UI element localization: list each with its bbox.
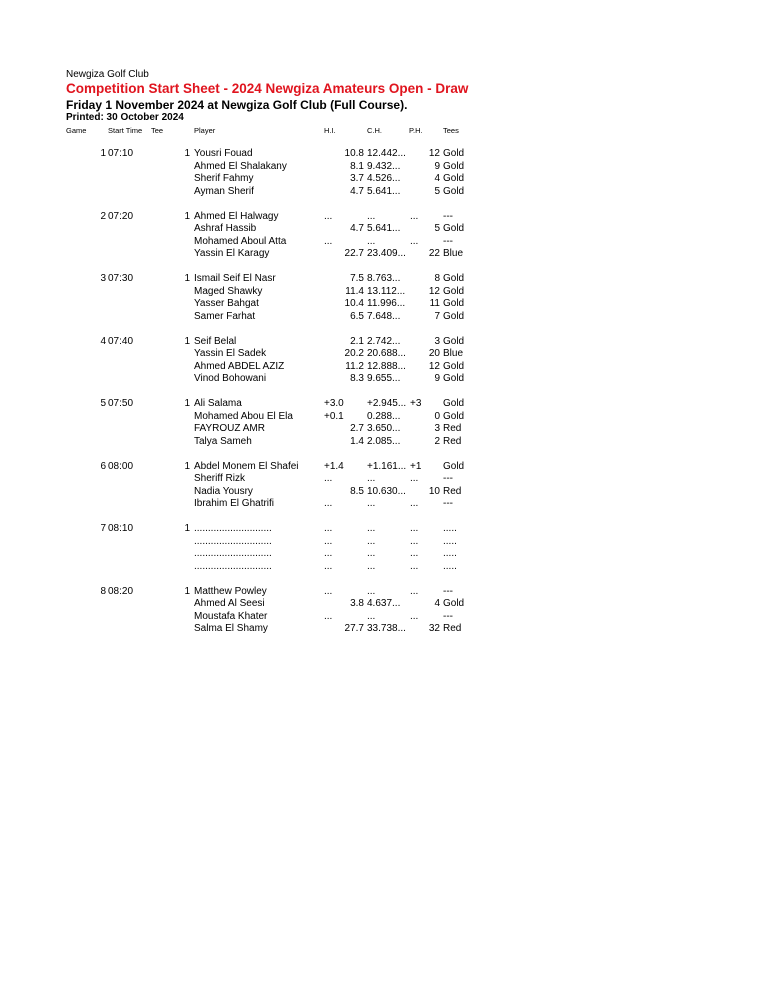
playing-handicap: 9 — [434, 160, 440, 172]
tee-number: 1 — [184, 273, 190, 284]
table-row — [0, 586, 772, 599]
game-number: 2 — [100, 210, 106, 222]
table-row — [0, 148, 772, 161]
player-name: Yasser Bahgat — [194, 298, 259, 309]
playing-handicap: 12 — [428, 285, 440, 297]
tee-color: Gold — [443, 173, 465, 184]
table-row — [0, 373, 772, 386]
tee-color: ..... — [443, 560, 457, 572]
start-time: 07:40 — [108, 335, 134, 347]
table-row — [0, 473, 772, 486]
table-row — [0, 223, 772, 236]
course-handicap: ... — [367, 585, 376, 597]
tee-color: Gold — [443, 273, 465, 284]
handicap-index: +0.1 — [324, 410, 344, 422]
printed-date: Printed: 30 October 2024 — [66, 112, 184, 123]
tee-color: Gold — [443, 598, 465, 609]
course-handicap: ... — [367, 473, 376, 484]
tee-color: Gold — [443, 160, 465, 172]
handicap-index: 8.3 — [350, 373, 364, 384]
table-row — [0, 398, 772, 411]
course-handicap: 23.409... — [367, 248, 406, 259]
playing-handicap: ... — [410, 473, 419, 484]
tee-number: 1 — [184, 523, 190, 534]
player-name: Talya Sameh — [194, 435, 252, 447]
start-time: 08:10 — [108, 523, 134, 534]
player-name: ............................ — [194, 523, 272, 534]
table-row — [0, 436, 772, 449]
course-handicap: ... — [367, 498, 376, 509]
playing-handicap: 5 — [434, 185, 440, 197]
playing-handicap: +1 — [410, 460, 422, 472]
table-row — [0, 561, 772, 574]
player-name: Ismail Seif El Nasr — [194, 273, 276, 284]
start-time: 07:50 — [108, 398, 134, 409]
playing-handicap: 11 — [429, 298, 440, 309]
handicap-index: 8.5 — [350, 485, 364, 497]
tee-color: --- — [443, 585, 453, 597]
tee-color: Gold — [443, 460, 465, 472]
handicap-index: 11.4 — [345, 285, 364, 297]
table-row — [0, 623, 772, 636]
playing-handicap: 7 — [434, 310, 440, 322]
player-name: Ahmed El Halwagy — [194, 210, 279, 222]
course-handicap: 4.637... — [367, 598, 401, 609]
player-name: Yassin El Karagy — [194, 248, 270, 259]
club-name: Newgiza Golf Club — [66, 69, 149, 80]
table-row — [0, 361, 772, 374]
table-row — [0, 598, 772, 611]
playing-handicap: ... — [410, 560, 419, 572]
playing-handicap: ... — [410, 548, 419, 559]
start-time: 08:00 — [108, 460, 134, 472]
game-number: 3 — [100, 273, 106, 284]
playing-handicap: +3 — [410, 398, 422, 409]
player-name: Ibrahim El Ghatrifi — [194, 498, 275, 509]
tee-color: ..... — [443, 523, 457, 534]
course-handicap: 3.650... — [367, 423, 401, 434]
course-handicap: 20.688... — [367, 348, 406, 359]
tee-color: --- — [443, 235, 453, 247]
course-handicap: ... — [367, 610, 376, 622]
game-number: 1 — [100, 148, 106, 159]
tee-color: Gold — [443, 185, 465, 197]
tee-number: 1 — [184, 460, 190, 472]
player-name: Ahmed Al Seesi — [194, 598, 265, 609]
player-name: Sheriff Rizk — [194, 473, 245, 484]
handicap-index: ... — [324, 523, 333, 534]
tee-color: ..... — [443, 535, 457, 547]
table-row — [0, 161, 772, 174]
tee-color: Gold — [443, 285, 465, 297]
column-header-start-time: Start Time — [108, 126, 143, 135]
handicap-index: 10.4 — [344, 298, 364, 309]
tee-color: --- — [443, 210, 453, 222]
handicap-index: 8.1 — [350, 160, 364, 172]
tee-color: Gold — [443, 410, 465, 422]
table-row — [0, 523, 772, 536]
playing-handicap: 9 — [434, 373, 440, 384]
player-name: Matthew Powley — [194, 585, 267, 597]
playing-handicap: 12 — [428, 148, 440, 159]
handicap-index: +3.0 — [324, 398, 344, 409]
player-name: Nadia Yousry — [194, 485, 253, 497]
playing-handicap: 0 — [434, 410, 440, 422]
column-header-hi: H.I. — [324, 126, 336, 135]
table-row — [0, 248, 772, 261]
playing-handicap: 20 — [428, 348, 440, 359]
start-time: 08:20 — [108, 585, 134, 597]
handicap-index: ... — [324, 560, 333, 572]
playing-handicap: ... — [410, 610, 419, 622]
table-row — [0, 311, 772, 324]
column-header-ch: C.H. — [367, 126, 382, 135]
handicap-index: ... — [324, 473, 333, 484]
start-time: 07:30 — [108, 273, 134, 284]
handicap-index: 22.7 — [344, 248, 364, 259]
handicap-index: 4.7 — [350, 185, 364, 197]
game-number: 8 — [100, 585, 106, 597]
handicap-index: 10.8 — [344, 148, 364, 159]
column-header-ph: P.H. — [409, 126, 423, 135]
tee-color: Blue — [443, 248, 464, 259]
handicap-index: 20.2 — [344, 348, 364, 359]
playing-handicap: ... — [410, 585, 419, 597]
tee-color: Gold — [443, 310, 465, 322]
handicap-index: 27.7 — [344, 623, 364, 634]
handicap-index: 4.7 — [350, 223, 364, 234]
table-row — [0, 461, 772, 474]
tee-number: 1 — [184, 398, 190, 409]
course-handicap: 12.888... — [367, 360, 406, 372]
playing-handicap: 4 — [434, 173, 440, 184]
course-handicap: 8.763... — [367, 273, 401, 284]
tee-color: Gold — [443, 360, 465, 372]
tee-color: Red — [443, 485, 462, 497]
column-header-player: Player — [194, 126, 216, 135]
player-name: Salma El Shamy — [194, 623, 268, 634]
table-row — [0, 548, 772, 561]
player-name: Yousri Fouad — [194, 148, 253, 159]
tee-number: 1 — [184, 210, 190, 222]
course-handicap: 11.996... — [367, 298, 406, 309]
tee-color: Red — [443, 623, 462, 634]
player-name: Samer Farhat — [194, 310, 256, 322]
course-handicap: 5.641... — [367, 185, 401, 197]
tee-color: Gold — [443, 398, 465, 409]
handicap-index: +1.4 — [324, 460, 344, 472]
start-time: 07:10 — [108, 148, 134, 159]
playing-handicap: ... — [410, 523, 419, 534]
table-row — [0, 611, 772, 624]
tee-color: Gold — [443, 335, 465, 347]
handicap-index: 3.7 — [350, 173, 364, 184]
table-row — [0, 423, 772, 436]
course-handicap: 5.641... — [367, 223, 401, 234]
table-row — [0, 536, 772, 549]
player-name: Ahmed ABDEL AZIZ — [194, 360, 285, 372]
tee-color: Gold — [443, 148, 465, 159]
table-row — [0, 498, 772, 511]
player-name: Maged Shawky — [194, 285, 263, 297]
handicap-index: 2.1 — [350, 335, 364, 347]
course-handicap: 0.288... — [367, 410, 401, 422]
player-name: ............................ — [194, 560, 272, 572]
tee-color: Gold — [443, 373, 465, 384]
tee-color: Blue — [443, 348, 464, 359]
tee-color: --- — [443, 473, 453, 484]
player-name: Seif Belal — [194, 335, 237, 347]
game-number: 4 — [100, 335, 106, 347]
player-name: FAYROUZ AMR — [194, 423, 265, 434]
table-row — [0, 411, 772, 424]
table-row — [0, 211, 772, 224]
game-number: 7 — [100, 523, 106, 534]
course-handicap: +1.161... — [367, 460, 407, 472]
handicap-index: ... — [324, 585, 333, 597]
playing-handicap: ... — [410, 235, 419, 247]
tee-color: ..... — [443, 548, 457, 559]
tee-color: --- — [443, 610, 453, 622]
handicap-index: ... — [324, 535, 333, 547]
event-date-venue: Friday 1 November 2024 at Newgiza Golf Club (Full Course). — [66, 98, 408, 112]
table-row — [0, 173, 772, 186]
handicap-index: ... — [324, 610, 333, 622]
course-handicap: 13.112... — [367, 285, 406, 297]
course-handicap: ... — [367, 535, 376, 547]
player-name: Vinod Bohowani — [194, 373, 267, 384]
tee-number: 1 — [184, 335, 190, 347]
table-row — [0, 186, 772, 199]
table-row — [0, 348, 772, 361]
course-handicap: 9.432... — [367, 160, 401, 172]
course-handicap: ... — [367, 235, 376, 247]
course-handicap: 2.742... — [367, 335, 401, 347]
handicap-index: ... — [324, 498, 333, 509]
player-name: Ashraf Hassib — [194, 223, 257, 234]
table-row — [0, 286, 772, 299]
course-handicap: ... — [367, 210, 376, 222]
table-row — [0, 336, 772, 349]
handicap-index: 1.4 — [350, 435, 364, 447]
column-header-tee: Tee — [151, 126, 164, 135]
player-name: Mohamed Abou El Ela — [194, 410, 293, 422]
course-handicap: 9.655... — [367, 373, 401, 384]
player-name: Abdel Monem El Shafei — [194, 460, 299, 472]
tee-color: Red — [443, 423, 462, 434]
player-name: Ali Salama — [194, 398, 242, 409]
tee-color: --- — [443, 498, 453, 509]
playing-handicap: 3 — [434, 335, 440, 347]
tee-color: Gold — [443, 223, 465, 234]
handicap-index: 6.5 — [350, 310, 364, 322]
player-name: Ahmed El Shalakany — [194, 160, 287, 172]
table-row — [0, 273, 772, 286]
playing-handicap: 22 — [428, 248, 440, 259]
playing-handicap: 2 — [434, 435, 440, 447]
handicap-index: 11.2 — [345, 360, 364, 372]
course-handicap: ... — [367, 523, 376, 534]
tee-color: Gold — [443, 298, 465, 309]
player-name: Moustafa Khater — [194, 610, 268, 622]
player-name: Mohamed Aboul Atta — [194, 235, 287, 247]
playing-handicap: 32 — [428, 623, 440, 634]
playing-handicap: 10 — [428, 485, 440, 497]
course-handicap: ... — [367, 548, 376, 559]
handicap-index: ... — [324, 235, 333, 247]
tee-number: 1 — [184, 148, 190, 159]
player-name: Sherif Fahmy — [194, 173, 254, 184]
column-header-tees: Tees — [443, 126, 459, 135]
game-number: 5 — [100, 398, 106, 409]
playing-handicap: 3 — [434, 423, 440, 434]
course-handicap: 7.648... — [367, 310, 401, 322]
handicap-index: 3.8 — [350, 598, 364, 609]
handicap-index: ... — [324, 548, 333, 559]
course-handicap: 10.630... — [367, 485, 406, 497]
tee-color: Red — [443, 435, 462, 447]
course-handicap: 4.526... — [367, 173, 401, 184]
course-handicap: 12.442... — [367, 148, 406, 159]
playing-handicap: ... — [410, 498, 419, 509]
start-time: 07:20 — [108, 210, 134, 222]
table-row — [0, 298, 772, 311]
playing-handicap: 4 — [434, 598, 440, 609]
playing-handicap: ... — [410, 535, 419, 547]
table-row — [0, 236, 772, 249]
player-name: ............................ — [194, 535, 272, 547]
playing-handicap: 5 — [434, 223, 440, 234]
playing-handicap: ... — [410, 210, 419, 222]
player-name: ............................ — [194, 548, 272, 559]
handicap-index: 7.5 — [350, 273, 364, 284]
course-handicap: ... — [367, 560, 376, 572]
handicap-index: ... — [324, 210, 333, 222]
tee-number: 1 — [184, 585, 190, 597]
course-handicap: 33.738... — [367, 623, 406, 634]
column-header-game: Game — [66, 126, 87, 135]
playing-handicap: 12 — [428, 360, 440, 372]
player-name: Ayman Sherif — [194, 185, 254, 197]
game-number: 6 — [100, 460, 106, 472]
table-row — [0, 486, 772, 499]
course-handicap: 2.085... — [367, 435, 401, 447]
player-name: Yassin El Sadek — [194, 348, 267, 359]
handicap-index: 2.7 — [350, 423, 364, 434]
page-title: Competition Start Sheet - 2024 Newgiza Amateurs Open - Draw — [66, 81, 469, 96]
course-handicap: +2.945... — [367, 398, 407, 409]
playing-handicap: 8 — [434, 273, 440, 284]
